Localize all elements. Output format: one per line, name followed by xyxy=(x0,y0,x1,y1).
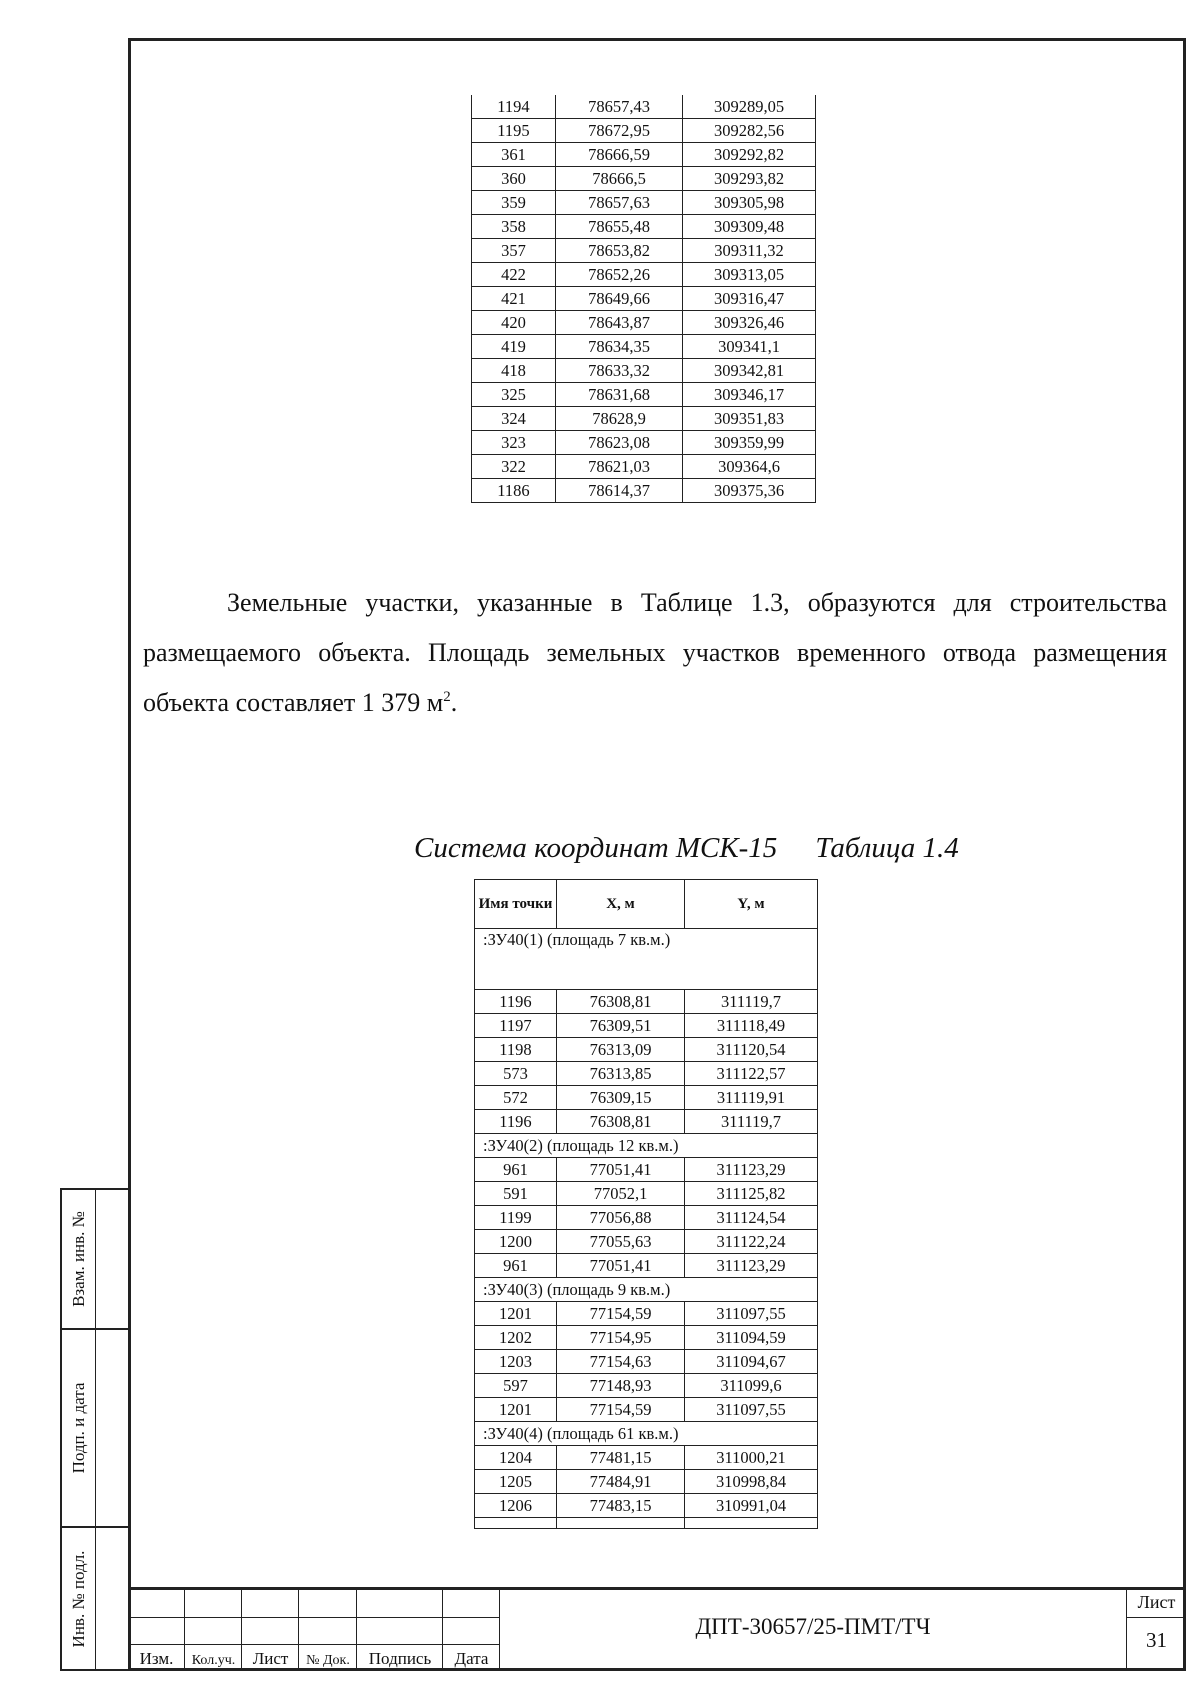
coordinate-system-label: Система координат МСК-15 xyxy=(414,832,778,864)
stamp-vzam-label: Взам. инв. № xyxy=(68,1211,88,1307)
y-cell: 311122,24 xyxy=(685,1230,818,1254)
stamp-vzam-inv xyxy=(60,1188,128,1330)
point-name-cell: 1200 xyxy=(475,1230,557,1254)
y-cell: 309309,48 xyxy=(683,215,816,239)
section-row xyxy=(475,929,818,990)
x-cell: 78621,03 xyxy=(556,455,683,479)
point-name-cell: 1204 xyxy=(475,1446,557,1470)
y-cell: 311097,55 xyxy=(685,1398,818,1422)
title-block xyxy=(128,1587,1186,1671)
coordinates-table-1-4 xyxy=(474,879,818,1529)
point-name-cell: 1186 xyxy=(472,479,556,503)
y-cell: 309346,17 xyxy=(683,383,816,407)
x-cell: 78652,26 xyxy=(556,263,683,287)
paragraph-end: . xyxy=(450,688,458,717)
x-cell: 77148,93 xyxy=(557,1374,685,1398)
point-name-cell: 359 xyxy=(472,191,556,215)
point-name-cell: 419 xyxy=(472,335,556,359)
y-cell: 309289,05 xyxy=(683,95,816,119)
header-x: X, м xyxy=(557,880,685,929)
point-name-cell: 324 xyxy=(472,407,556,431)
point-name-cell: 961 xyxy=(475,1158,557,1182)
y-cell: 310991,04 xyxy=(685,1494,818,1518)
y-cell: 309305,98 xyxy=(683,191,816,215)
table-row xyxy=(475,1254,818,1278)
y-cell: 311119,7 xyxy=(685,990,818,1014)
x-cell: 77481,15 xyxy=(557,1446,685,1470)
body-paragraph xyxy=(143,578,1167,728)
x-cell: 76313,85 xyxy=(557,1062,685,1086)
x-cell: 76313,09 xyxy=(557,1038,685,1062)
table-row xyxy=(475,1350,818,1374)
point-name-cell: 1195 xyxy=(472,119,556,143)
table-row xyxy=(472,287,816,311)
tb-header-izm: Изм. xyxy=(139,1649,174,1668)
paragraph-text: Земельные участки, указанные в Таблице 1.3, образуются для строительства размещаемого объекта. Площадь земельных участков временного отвода размещения объекта составляет 1 379 м xyxy=(143,588,1167,717)
y-cell: 311094,59 xyxy=(685,1326,818,1350)
point-name-cell: 325 xyxy=(472,383,556,407)
empty-cell xyxy=(685,1518,818,1529)
point-name-cell: 1199 xyxy=(475,1206,557,1230)
x-cell: 78672,95 xyxy=(556,119,683,143)
table-row xyxy=(472,335,816,359)
stamp-podp-label: Подп. и дата xyxy=(68,1382,88,1474)
x-cell: 78614,37 xyxy=(556,479,683,503)
x-cell: 77483,15 xyxy=(557,1494,685,1518)
sheet-label: Лист xyxy=(1127,1592,1186,1618)
x-cell: 78631,68 xyxy=(556,383,683,407)
tb-header-kol-uch: Кол.уч. xyxy=(191,1653,236,1668)
x-cell: 78666,59 xyxy=(556,143,683,167)
document-code: ДПТ-30657/25-ПМТ/ТЧ xyxy=(695,1614,931,1639)
y-cell: 309375,36 xyxy=(683,479,816,503)
point-name-cell: 1198 xyxy=(475,1038,557,1062)
table-row xyxy=(472,239,816,263)
table-row xyxy=(475,1398,818,1422)
point-name-cell: 1201 xyxy=(475,1302,557,1326)
point-name-cell: 1202 xyxy=(475,1326,557,1350)
x-cell: 77056,88 xyxy=(557,1206,685,1230)
y-cell: 309311,32 xyxy=(683,239,816,263)
table-row xyxy=(475,1446,818,1470)
table-row xyxy=(472,359,816,383)
point-name-cell: 573 xyxy=(475,1062,557,1086)
point-name-cell: 572 xyxy=(475,1086,557,1110)
point-name-cell: 358 xyxy=(472,215,556,239)
x-cell: 77051,41 xyxy=(557,1158,685,1182)
table-row xyxy=(472,167,816,191)
point-name-cell: 322 xyxy=(472,455,556,479)
table-row xyxy=(472,191,816,215)
x-cell: 78666,5 xyxy=(556,167,683,191)
x-cell: 77154,63 xyxy=(557,1350,685,1374)
table-row xyxy=(472,311,816,335)
point-name-cell: 360 xyxy=(472,167,556,191)
table-row xyxy=(472,95,816,119)
y-cell: 311119,91 xyxy=(685,1086,818,1110)
point-name-cell: 1196 xyxy=(475,990,557,1014)
table-caption xyxy=(414,832,959,865)
table-row xyxy=(472,215,816,239)
stamp-inv-podl xyxy=(60,1528,128,1671)
table-header-row xyxy=(475,880,818,929)
section-title: :ЗУ40(2) (площадь 12 кв.м.) xyxy=(475,1134,818,1158)
y-cell: 309313,05 xyxy=(683,263,816,287)
section-title: :ЗУ40(4) (площадь 61 кв.м.) xyxy=(475,1422,818,1446)
table-row xyxy=(475,1302,818,1326)
table-row xyxy=(475,1110,818,1134)
table-row xyxy=(475,1470,818,1494)
y-cell: 311097,55 xyxy=(685,1302,818,1326)
table-row xyxy=(475,1494,818,1518)
header-y: Y, м xyxy=(685,880,818,929)
y-cell: 311124,54 xyxy=(685,1206,818,1230)
point-name-cell: 421 xyxy=(472,287,556,311)
point-name-cell: 591 xyxy=(475,1182,557,1206)
y-cell: 309341,1 xyxy=(683,335,816,359)
table-row xyxy=(475,1206,818,1230)
y-cell: 311120,54 xyxy=(685,1038,818,1062)
x-cell: 76308,81 xyxy=(557,1110,685,1134)
x-cell: 78633,32 xyxy=(556,359,683,383)
point-name-cell: 1201 xyxy=(475,1398,557,1422)
area-unit-superscript: 2 xyxy=(443,689,451,705)
y-cell: 309351,83 xyxy=(683,407,816,431)
section-row xyxy=(475,1422,818,1446)
y-cell: 309292,82 xyxy=(683,143,816,167)
stamp-inv-label: Инв. № подл. xyxy=(68,1550,88,1647)
empty-cell xyxy=(557,1518,685,1529)
point-name-cell: 420 xyxy=(472,311,556,335)
tb-header-date: Дата xyxy=(454,1649,489,1668)
x-cell: 76309,15 xyxy=(557,1086,685,1110)
table-row xyxy=(475,1062,818,1086)
x-cell: 77484,91 xyxy=(557,1470,685,1494)
x-cell: 78634,35 xyxy=(556,335,683,359)
x-cell: 76309,51 xyxy=(557,1014,685,1038)
y-cell: 311094,67 xyxy=(685,1350,818,1374)
y-cell: 311125,82 xyxy=(685,1182,818,1206)
y-cell: 311123,29 xyxy=(685,1158,818,1182)
x-cell: 78657,43 xyxy=(556,95,683,119)
y-cell: 309316,47 xyxy=(683,287,816,311)
table-row xyxy=(472,431,816,455)
sheet-number: 31 xyxy=(1146,1628,1167,1652)
x-cell: 77055,63 xyxy=(557,1230,685,1254)
x-cell: 78649,66 xyxy=(556,287,683,311)
point-name-cell: 418 xyxy=(472,359,556,383)
point-name-cell: 1194 xyxy=(472,95,556,119)
table-row xyxy=(475,1374,818,1398)
y-cell: 311099,6 xyxy=(685,1374,818,1398)
y-cell: 309359,99 xyxy=(683,431,816,455)
y-cell: 311000,21 xyxy=(685,1446,818,1470)
x-cell: 77051,41 xyxy=(557,1254,685,1278)
point-name-cell: 961 xyxy=(475,1254,557,1278)
section-row xyxy=(475,1278,818,1302)
point-name-cell: 422 xyxy=(472,263,556,287)
y-cell: 309282,56 xyxy=(683,119,816,143)
y-cell: 311119,7 xyxy=(685,1110,818,1134)
table-row xyxy=(472,455,816,479)
y-cell: 309364,6 xyxy=(683,455,816,479)
tb-header-doc-no: № Док. xyxy=(306,1653,350,1668)
table-row xyxy=(475,1014,818,1038)
x-cell: 76308,81 xyxy=(557,990,685,1014)
section-title: :ЗУ40(3) (площадь 9 кв.м.) xyxy=(475,1278,818,1302)
table-row xyxy=(475,1158,818,1182)
point-name-cell: 361 xyxy=(472,143,556,167)
x-cell: 77154,59 xyxy=(557,1398,685,1422)
table-row xyxy=(475,1038,818,1062)
header-point-name: Имя точки xyxy=(475,880,557,929)
y-cell: 309326,46 xyxy=(683,311,816,335)
point-name-cell: 1206 xyxy=(475,1494,557,1518)
x-cell: 78657,63 xyxy=(556,191,683,215)
x-cell: 78643,87 xyxy=(556,311,683,335)
x-cell: 78653,82 xyxy=(556,239,683,263)
point-name-cell: 323 xyxy=(472,431,556,455)
point-name-cell: 1196 xyxy=(475,1110,557,1134)
section-title: :ЗУ40(1) (площадь 7 кв.м.) xyxy=(475,929,818,990)
table-row xyxy=(475,1086,818,1110)
x-cell: 78628,9 xyxy=(556,407,683,431)
tb-header-list: Лист xyxy=(252,1649,289,1668)
tb-header-signature: Подпись xyxy=(368,1649,432,1668)
y-cell: 311123,29 xyxy=(685,1254,818,1278)
table-row xyxy=(475,1230,818,1254)
stamp-podp-data xyxy=(60,1330,128,1528)
sheet-number-box xyxy=(1126,1590,1186,1671)
table-row-empty xyxy=(475,1518,818,1529)
empty-cell xyxy=(475,1518,557,1529)
coordinates-table-continued xyxy=(471,95,816,503)
table-row xyxy=(475,990,818,1014)
table-row xyxy=(475,1326,818,1350)
x-cell: 78623,08 xyxy=(556,431,683,455)
x-cell: 77154,59 xyxy=(557,1302,685,1326)
point-name-cell: 357 xyxy=(472,239,556,263)
point-name-cell: 597 xyxy=(475,1374,557,1398)
point-name-cell: 1197 xyxy=(475,1014,557,1038)
table-row xyxy=(472,407,816,431)
y-cell: 311118,49 xyxy=(685,1014,818,1038)
y-cell: 311122,57 xyxy=(685,1062,818,1086)
x-cell: 77154,95 xyxy=(557,1326,685,1350)
table-row xyxy=(472,383,816,407)
x-cell: 78655,48 xyxy=(556,215,683,239)
table-number-label: Таблица 1.4 xyxy=(815,832,959,864)
table-row xyxy=(475,1182,818,1206)
section-row xyxy=(475,1134,818,1158)
y-cell: 309342,81 xyxy=(683,359,816,383)
table-row xyxy=(472,119,816,143)
table-row xyxy=(472,263,816,287)
x-cell: 77052,1 xyxy=(557,1182,685,1206)
point-name-cell: 1205 xyxy=(475,1470,557,1494)
point-name-cell: 1203 xyxy=(475,1350,557,1374)
y-cell: 310998,84 xyxy=(685,1470,818,1494)
table-row xyxy=(472,479,816,503)
table-row xyxy=(472,143,816,167)
y-cell: 309293,82 xyxy=(683,167,816,191)
